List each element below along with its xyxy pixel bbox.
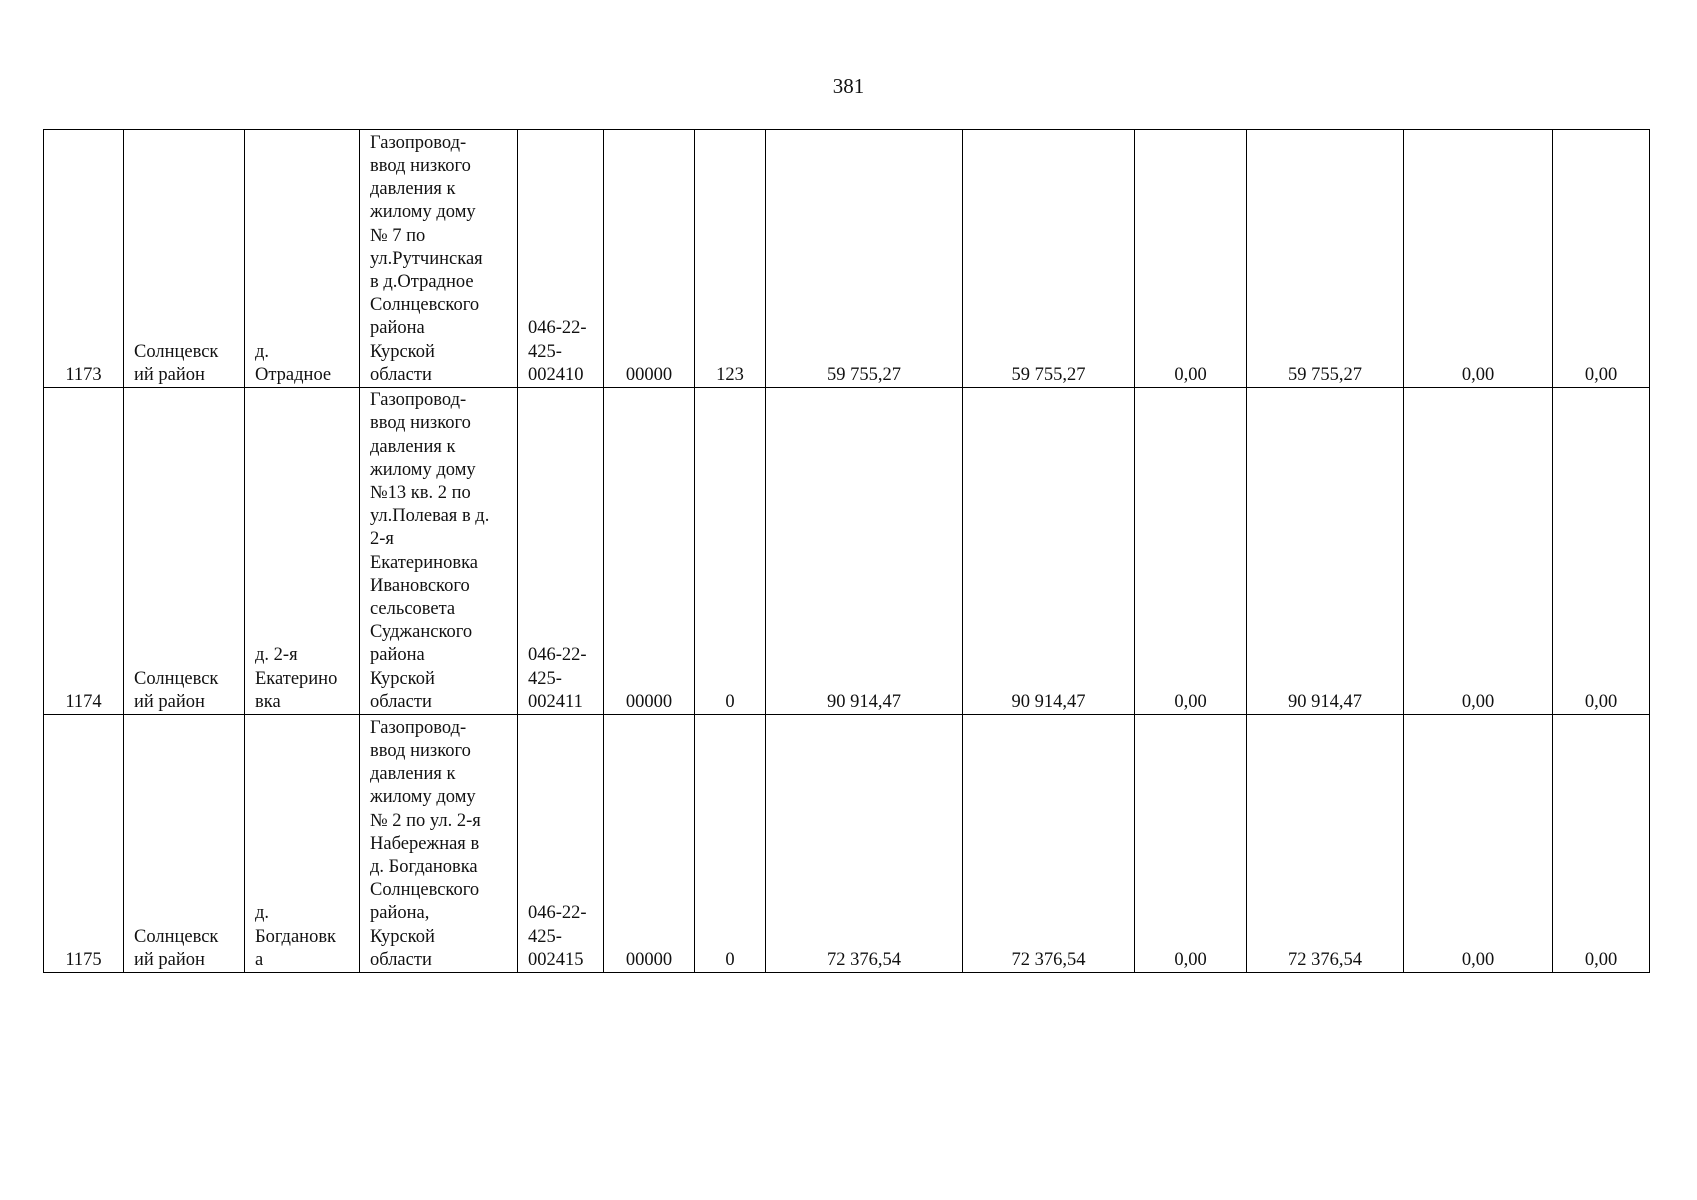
table-row xyxy=(44,715,1650,973)
value-cell-6: 0,00 xyxy=(1553,715,1650,973)
value-cell-1: 72 376,54 xyxy=(766,715,963,973)
quantity-cell: 0 xyxy=(695,715,766,973)
value-cell-4: 90 914,47 xyxy=(1247,388,1404,715)
description-cell: Газопровод- ввод низкого давления к жилому дому № 2 по ул. 2-я Набережная в д. Богдановка Солнцевского района, Курской области xyxy=(360,715,518,973)
description-cell: Газопровод- ввод низкого давления к жилому дому №13 кв. 2 по ул.Полевая в д. 2-я Екатериновка Ивановского сельсовета Суджанского района Курской области xyxy=(360,388,518,715)
value-cell-1: 59 755,27 xyxy=(766,130,963,388)
value-cell-2: 59 755,27 xyxy=(963,130,1135,388)
value-cell-6: 0,00 xyxy=(1553,130,1650,388)
code-cell: 00000 xyxy=(604,130,695,388)
locality-cell: д. 2-я Екатерино вка xyxy=(245,388,360,715)
value-cell-2: 72 376,54 xyxy=(963,715,1135,973)
table-row xyxy=(44,388,1650,715)
locality-cell: д. Богдановк а xyxy=(245,715,360,973)
value-cell-4: 72 376,54 xyxy=(1247,715,1404,973)
inventory-number-cell: 046-22- 425- 002411 xyxy=(518,388,604,715)
value-cell-2: 90 914,47 xyxy=(963,388,1135,715)
value-cell-3: 0,00 xyxy=(1135,715,1247,973)
district-cell: Солнцевск ий район xyxy=(124,715,245,973)
value-cell-6: 0,00 xyxy=(1553,388,1650,715)
inventory-number-cell: 046-22- 425- 002410 xyxy=(518,130,604,388)
value-cell-5: 0,00 xyxy=(1404,715,1553,973)
district-cell: Солнцевск ий район xyxy=(124,388,245,715)
value-cell-1: 90 914,47 xyxy=(766,388,963,715)
row-number: 1174 xyxy=(44,388,124,715)
value-cell-5: 0,00 xyxy=(1404,130,1553,388)
page-number: 381 xyxy=(832,74,865,98)
value-cell-3: 0,00 xyxy=(1135,388,1247,715)
description-cell: Газопровод- ввод низкого давления к жилому дому № 7 по ул.Рутчинская в д.Отрадное Солнцевского района Курской области xyxy=(360,130,518,388)
code-cell: 00000 xyxy=(604,715,695,973)
quantity-cell: 0 xyxy=(695,388,766,715)
code-cell: 00000 xyxy=(604,388,695,715)
row-number: 1173 xyxy=(44,130,124,388)
district-cell: Солнцевск ий район xyxy=(124,130,245,388)
value-cell-3: 0,00 xyxy=(1135,130,1247,388)
table-row xyxy=(44,130,1650,388)
quantity-cell: 123 xyxy=(695,130,766,388)
locality-cell: д. Отрадное xyxy=(245,130,360,388)
row-number: 1175 xyxy=(44,715,124,973)
registry-table xyxy=(43,129,1650,973)
inventory-number-cell: 046-22- 425- 002415 xyxy=(518,715,604,973)
value-cell-5: 0,00 xyxy=(1404,388,1553,715)
value-cell-4: 59 755,27 xyxy=(1247,130,1404,388)
